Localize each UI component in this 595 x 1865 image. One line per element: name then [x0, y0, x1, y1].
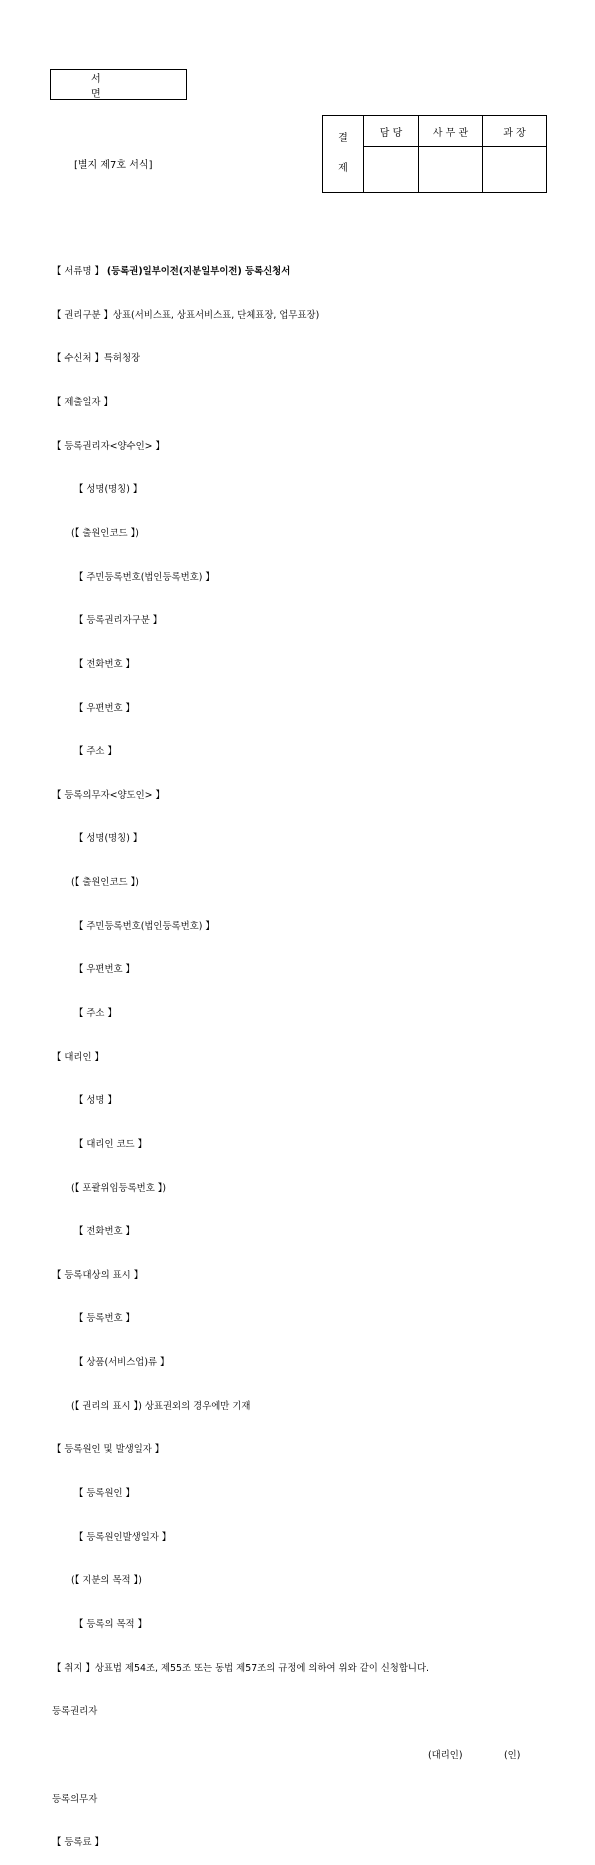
approval-header-chief: 과 장	[483, 116, 547, 147]
registration-cause-date: 【 등록원인발생일자 】	[74, 1531, 172, 1543]
assignor-applicant-code: (【 출원인코드 】)	[71, 877, 139, 889]
assignor-name: 【 성명(명칭) 】	[74, 833, 143, 845]
approval-label	[323, 116, 364, 193]
recipient-line: 【 수신처 】특허청장	[52, 353, 141, 365]
seal-label: (인)	[504, 1749, 521, 1761]
approval-cell-staff	[364, 147, 419, 193]
registration-purpose: 【 등록의 목적 】	[74, 1618, 147, 1630]
registration-target-section: 【 등록대상의 표시 】	[52, 1269, 144, 1281]
approval-header-staff: 담 당	[364, 116, 419, 147]
registration-number: 【 등록번호 】	[74, 1313, 135, 1325]
agent-signature-label: (대리인)	[428, 1749, 463, 1761]
assignor-registration-number: 【 주민등록번호(법인등록번호) 】	[74, 920, 215, 932]
approval-cell-chief	[483, 147, 547, 193]
goods-class: 【 상품(서비스업)류 】	[74, 1357, 170, 1369]
registrant-label: 등록권리자	[52, 1706, 98, 1718]
assignee-name: 【 성명(명칭) 】	[74, 484, 143, 496]
assignee-section: 【 등록권리자<양수인> 】	[52, 440, 165, 452]
assignee-postal-code: 【 우편번호 】	[74, 702, 135, 714]
approval-table	[322, 115, 547, 193]
agent-general-power-number: (【 포괄위임등록번호 】)	[71, 1182, 167, 1194]
assignor-address: 【 주소 】	[74, 1007, 117, 1019]
rights-category-line: 【 권리구분 】상표(서비스표, 상표서비스표, 단체표장, 업무표장)	[52, 309, 320, 321]
agent-phone: 【 전화번호 】	[74, 1226, 135, 1238]
document-title: (등록권)일부이전(지분일부이전) 등록신청서	[106, 266, 291, 278]
document-type-label: 서 면	[91, 73, 141, 100]
assignor-postal-code: 【 우편번호 】	[74, 964, 135, 976]
approval-cell-officer	[419, 147, 483, 193]
purport-line: 【 취지 】상표법 제54조, 제55조 또는 동법 제57조의 규정에 의하여 위와 같이 신청합니다.	[52, 1662, 430, 1674]
assignee-registration-number: 【 주민등록번호(법인등록번호) 】	[74, 571, 215, 583]
form-number: [별지 제7호 서식]	[74, 160, 153, 171]
assignee-applicant-code: (【 출원인코드 】)	[71, 527, 139, 539]
submission-date-line: 【 제출일자 】	[52, 397, 113, 409]
obligor-label: 등록의무자	[52, 1793, 98, 1805]
document-body	[52, 236, 552, 1865]
rights-indication: (【 권리의 표시 】) 상표권외의 경우에만 기재	[71, 1400, 251, 1412]
document-title-line	[52, 265, 552, 280]
assignee-phone: 【 전화번호 】	[74, 658, 135, 670]
registration-fee-line: 【 등록료 】	[52, 1837, 104, 1849]
agent-name: 【 성명 】	[74, 1095, 117, 1107]
assignee-type: 【 등록권리자구분 】	[74, 615, 163, 627]
signature-line	[52, 1749, 552, 1764]
registration-cause-section: 【 등록원인 및 발생일자 】	[52, 1444, 165, 1456]
assignee-address: 【 주소 】	[74, 746, 117, 758]
assignor-section: 【 등록의무자<양도인> 】	[52, 789, 165, 801]
share-purpose: (【 지분의 목적 】)	[71, 1575, 142, 1587]
document-type-box	[50, 69, 187, 100]
approval-header-officer: 사 무 관	[419, 116, 483, 147]
approval-label-top: 결	[338, 133, 348, 144]
agent-section: 【 대리인 】	[52, 1051, 104, 1063]
registration-cause: 【 등록원인 】	[74, 1488, 135, 1500]
agent-code: 【 대리인 코드 】	[74, 1138, 147, 1150]
approval-label-bottom: 제	[338, 163, 348, 174]
document-title-prefix: 【 서류명 】	[52, 266, 104, 278]
